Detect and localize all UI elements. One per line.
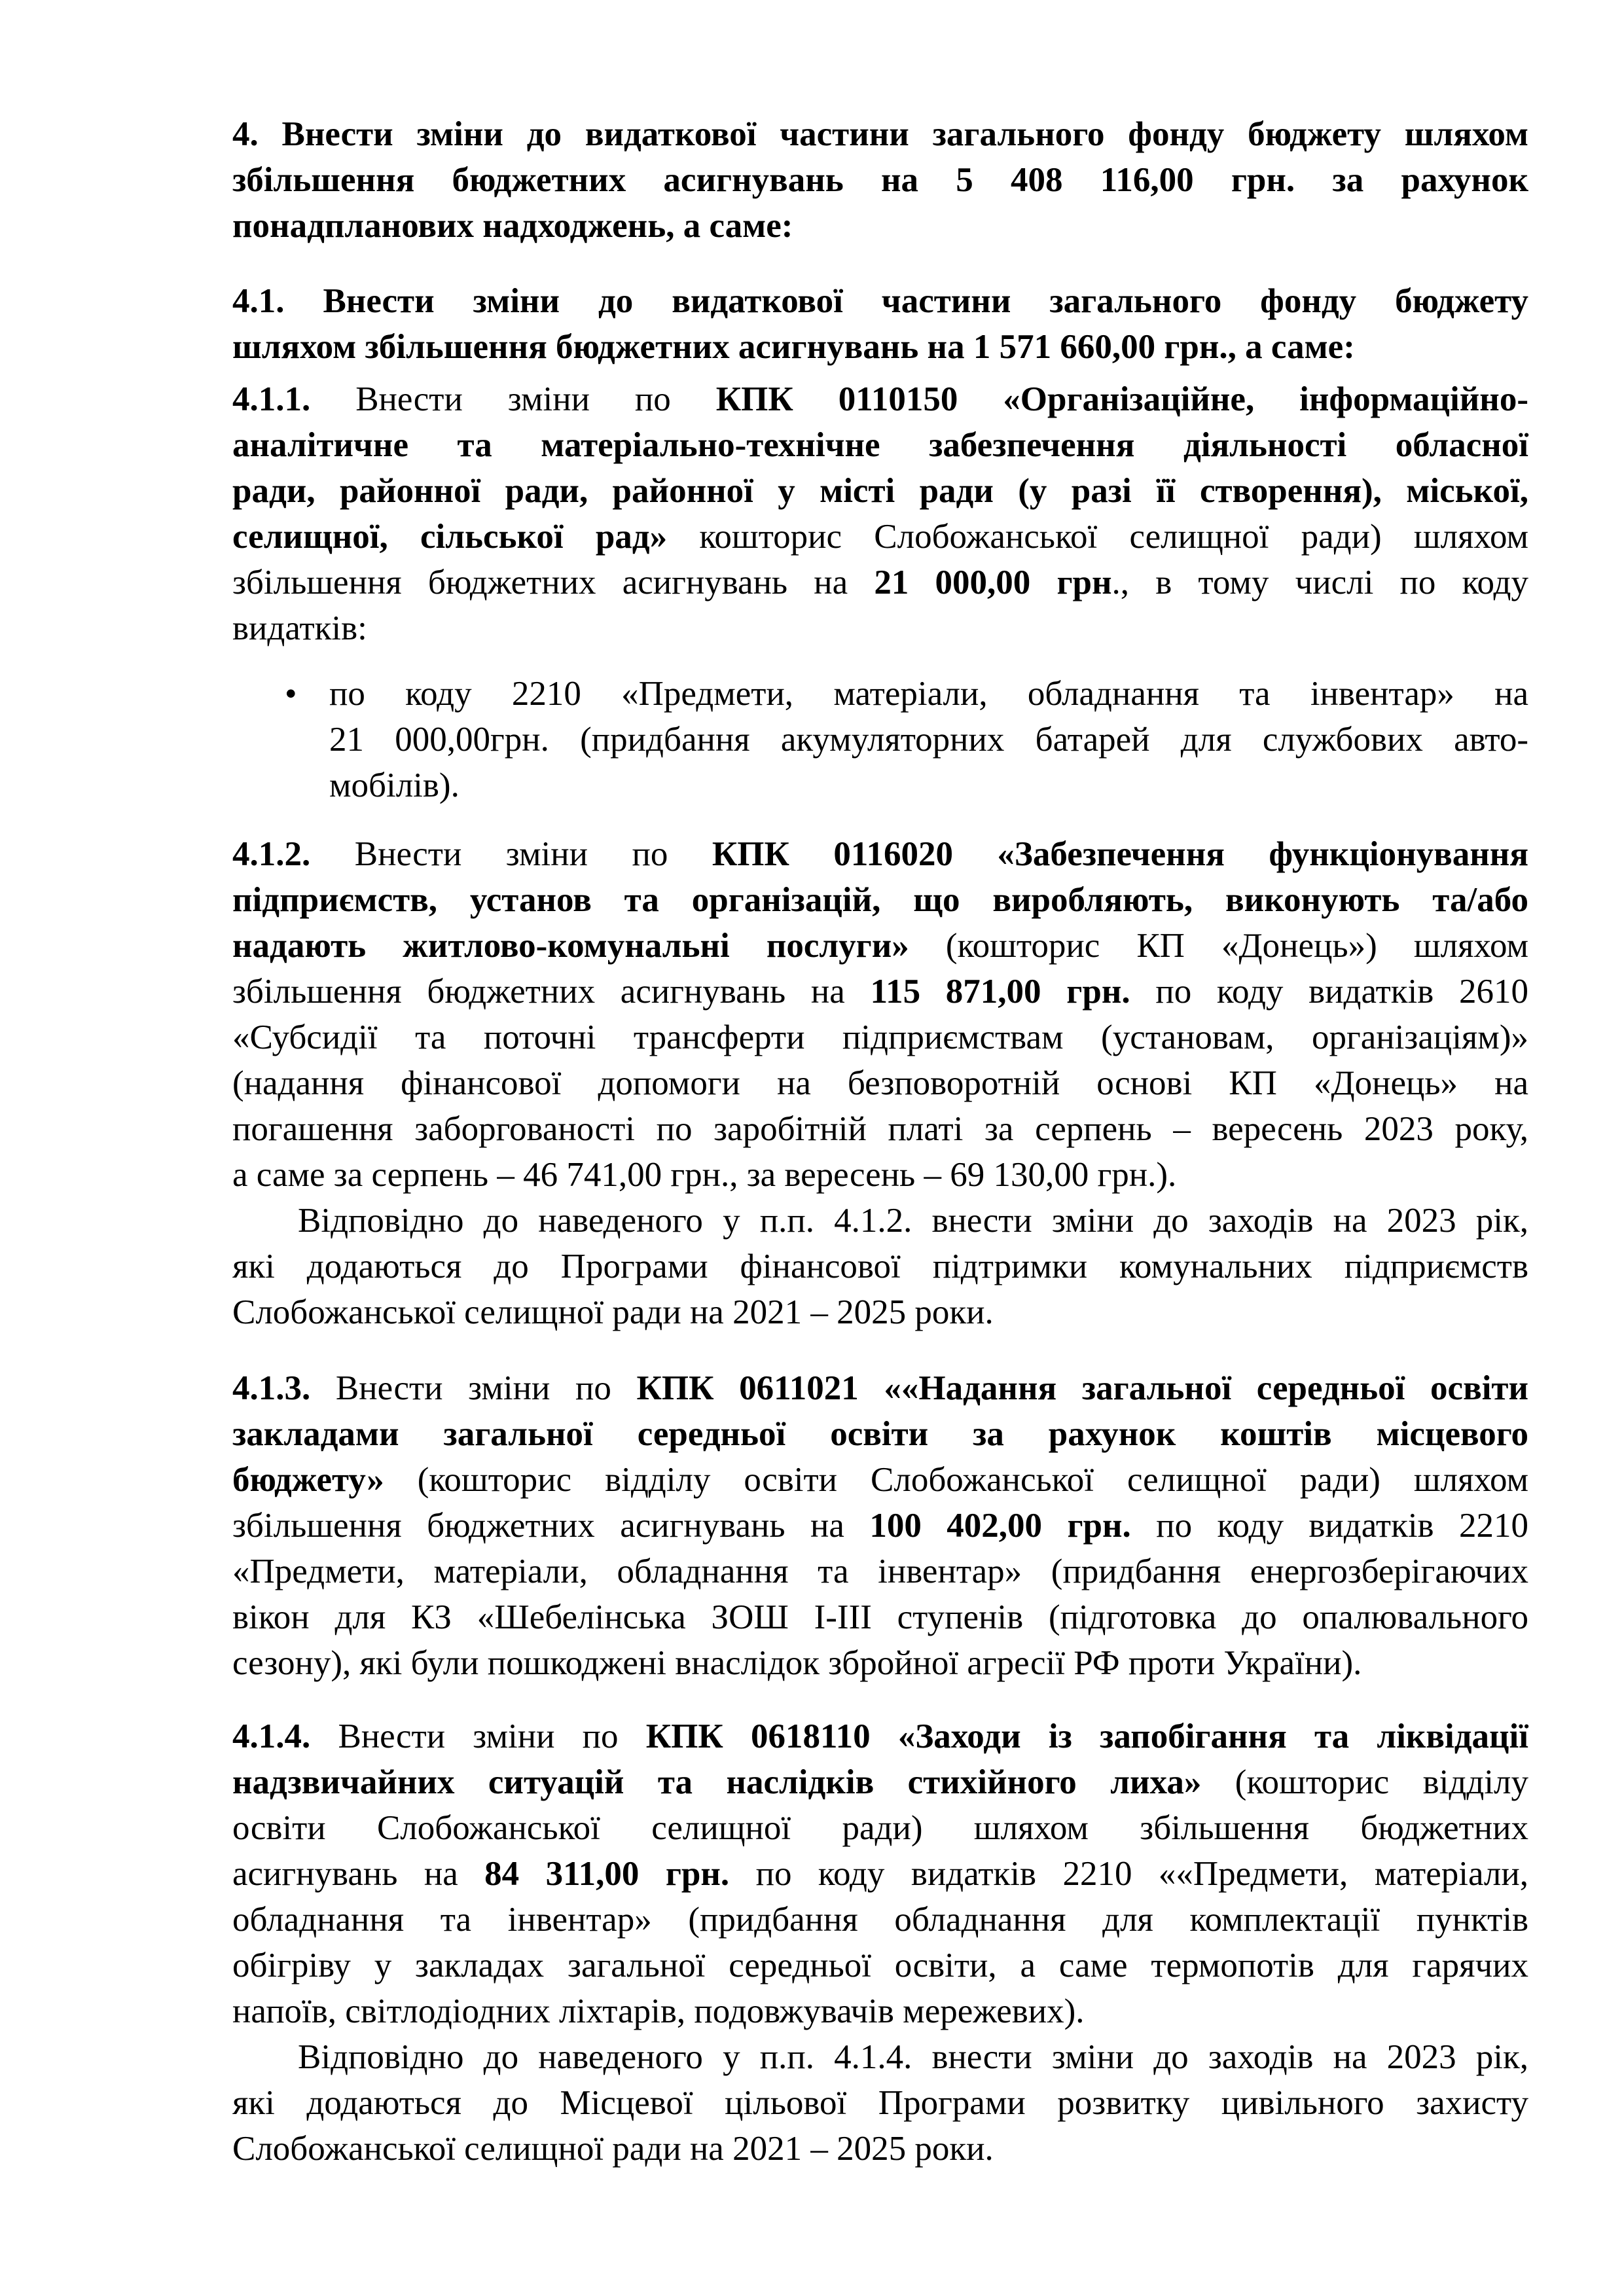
text-run: асигнувань на xyxy=(232,1855,485,1893)
text-run-bold: 21 000,00 грн xyxy=(874,564,1112,601)
text-run: (кошторис відділу освіти Слобожанської селищної ради) шляхом xyxy=(384,1461,1528,1499)
text-run-bold: збільшення бюджетних асигнувань на 5 408 116,00 грн. за рахунок xyxy=(232,161,1528,199)
text-run: Внести зміни по xyxy=(310,1717,646,1755)
text-line xyxy=(232,278,1528,324)
text-run: які додаються до Місцевої цільової Програми розвитку цивільного захисту xyxy=(232,2084,1528,2122)
text-line xyxy=(232,605,1528,651)
text-run-bold: селищної, сільської рад» xyxy=(232,518,668,556)
text-run-bold: ради, районної ради, районної у місті ради (у разі її створення), міської, xyxy=(232,472,1528,510)
text-line xyxy=(232,1457,1528,1503)
text-run-bold: понадпланових надходжень, а саме: xyxy=(232,207,793,245)
paragraph-sec-4-1-2 xyxy=(232,831,1528,1198)
text-run-bold: КПК 0611021 ««Надання загальної середньої освіти xyxy=(636,1369,1528,1407)
text-line xyxy=(232,1106,1528,1152)
text-run-bold: аналітичне та матеріально-технічне забезпечення діяльності обласної xyxy=(232,426,1528,464)
text-line xyxy=(232,2080,1528,2126)
text-line xyxy=(232,1897,1528,1943)
text-run-bold: 100 402,00 грн. xyxy=(869,1507,1131,1545)
text-run: ., в тому числі по коду xyxy=(1111,564,1528,601)
text-run: Внести зміни по xyxy=(310,1369,637,1407)
text-run: збільшення бюджетних асигнувань на xyxy=(232,564,875,601)
text-line xyxy=(232,969,1528,1014)
text-line xyxy=(232,877,1528,923)
text-run-bold: 4.1.2. xyxy=(232,835,311,873)
text-run: сезону), які були пошкоджені внаслідок збройної агресії РФ проти України). xyxy=(232,1644,1362,1682)
text-run-bold: КПК 0116020 «Забезпечення функціонування xyxy=(712,835,1528,873)
text-line xyxy=(232,203,1528,249)
text-line xyxy=(232,1365,1528,1411)
text-run: які додаються до Програми фінансової підтримки комунальних підприємств xyxy=(232,1247,1528,1285)
text-run: а саме за серпень – 46 741,00 грн., за вересень – 69 130,00 грн.). xyxy=(232,1156,1177,1194)
text-run-bold: КПК 0618110 «Заходи із запобігання та ліквідації xyxy=(645,1717,1528,1755)
text-run-bold: бюджету» xyxy=(232,1461,384,1499)
text-run: «Субсидії та поточні трансферти підприємствам (установам, організаціям)» xyxy=(232,1018,1528,1056)
text-line xyxy=(285,671,1528,717)
text-run-bold: КПК 0110150 «Організаційне, інформаційно- xyxy=(715,380,1528,418)
paragraph-sec-4-1-4 xyxy=(232,1713,1528,2034)
text-run: (кошторис КП «Донець») шляхом xyxy=(909,927,1528,965)
text-run: «Предмети, матеріали, обладнання та інвентар» (придбання енергозберігаючих xyxy=(232,1552,1528,1590)
text-line xyxy=(232,1759,1528,1805)
text-line xyxy=(232,560,1528,605)
document-body xyxy=(232,111,1528,2172)
text-run: Відповідно до наведеного у п.п. 4.1.4. внести зміни до заходів на 2023 рік, xyxy=(298,2038,1528,2076)
text-run: по коду видатків 2210 xyxy=(1130,1507,1529,1545)
text-line xyxy=(232,422,1528,468)
bullet-marker-icon: • xyxy=(285,675,297,713)
text-line xyxy=(232,1152,1528,1198)
text-run: по коду видатків 2210 ««Предмети, матеріали, xyxy=(729,1855,1528,1893)
text-run-bold: шляхом збільшення бюджетних асигнувань на 1 571 660,00 грн., а саме: xyxy=(232,328,1355,366)
text-line xyxy=(232,1640,1528,1686)
text-line xyxy=(232,468,1528,514)
text-run: кошторис Слобожанської селищної ради) шляхом xyxy=(667,518,1528,556)
text-run: по коду 2210 «Предмети, матеріали, обладнання та інвентар» на xyxy=(329,675,1528,713)
text-line xyxy=(232,1198,1528,1244)
text-run: вікон для КЗ «Шебелінська ЗОШ І-ІІІ ступенів (підготовка до опалювального xyxy=(232,1598,1528,1636)
text-run-bold: 4.1.3. xyxy=(232,1369,311,1407)
text-line xyxy=(232,1411,1528,1457)
text-run: Слобожанської селищної ради на 2021 – 2025 роки. xyxy=(232,2130,994,2168)
text-run: обігріву у закладах загальної середньої освіти, а саме термопотів для гарячих xyxy=(232,1946,1528,1984)
text-run: мобілів). xyxy=(329,766,460,804)
text-run-bold: 4.1.1. xyxy=(232,380,311,418)
text-line xyxy=(232,1503,1528,1549)
paragraph-note-4-1-4 xyxy=(232,2034,1528,2172)
text-run: освіти Слобожанської селищної ради) шляхом збільшення бюджетних xyxy=(232,1809,1528,1847)
text-run: Внести зміни по xyxy=(310,835,712,873)
text-line xyxy=(232,831,1528,877)
text-line xyxy=(232,1851,1528,1897)
text-run: (надання фінансової допомоги на безповоротній основі КП «Донець» на xyxy=(232,1064,1528,1102)
text-run: Відповідно до наведеного у п.п. 4.1.2. внести зміни до заходів на 2023 рік, xyxy=(298,1202,1528,1240)
text-line xyxy=(232,1988,1528,2034)
text-run: Внести зміни по xyxy=(310,380,716,418)
text-run: обладнання та інвентар» (придбання обладнання для комплектації пунктів xyxy=(232,1901,1528,1939)
text-line xyxy=(232,1014,1528,1060)
text-run: по коду видатків 2610 xyxy=(1130,973,1529,1011)
paragraph-sec-4-1-3 xyxy=(232,1365,1528,1686)
text-run-bold: надзвичайних ситуацій та наслідків стихійного лиха» xyxy=(232,1763,1202,1801)
text-run: видатків: xyxy=(232,609,367,647)
text-line xyxy=(329,762,1528,808)
text-run-bold: надають житлово-комунальні послуги» xyxy=(232,927,909,965)
text-line xyxy=(329,717,1528,762)
text-run-bold: закладами загальної середньої освіти за рахунок коштів місцевого xyxy=(232,1415,1528,1453)
text-run-bold: 4.1.4. xyxy=(232,1717,311,1755)
text-run-bold: 4.1. Внести зміни до видаткової частини загального фонду бюджету xyxy=(232,282,1528,320)
text-line xyxy=(232,1549,1528,1594)
text-line xyxy=(232,324,1528,370)
text-run: збільшення бюджетних асигнувань на xyxy=(232,973,871,1011)
text-line xyxy=(232,1289,1528,1335)
paragraph-sec-4-1 xyxy=(232,278,1528,370)
text-run-bold: 4. Внести зміни до видаткової частини загального фонду бюджету шляхом xyxy=(232,115,1528,153)
text-line xyxy=(232,1713,1528,1759)
bullet-item xyxy=(232,671,1528,808)
text-line xyxy=(232,923,1528,969)
text-line xyxy=(232,111,1528,157)
paragraph-sec-4-1-1 xyxy=(232,376,1528,651)
text-run-bold: 115 871,00 грн. xyxy=(870,973,1130,1011)
text-run: (кошторис відділу xyxy=(1201,1763,1528,1801)
text-line xyxy=(232,1805,1528,1851)
text-line xyxy=(232,157,1528,203)
text-run: погашення заборгованості по заробітній платі за серпень – вересень 2023 року, xyxy=(232,1110,1528,1148)
text-run: Слобожанської селищної ради на 2021 – 2025 роки. xyxy=(232,1293,994,1331)
text-run-bold: підприємств, установ та організацій, що виробляють, виконують та/або xyxy=(232,881,1528,919)
paragraph-note-4-1-2 xyxy=(232,1198,1528,1335)
text-line xyxy=(232,1594,1528,1640)
text-run: збільшення бюджетних асигнувань на xyxy=(232,1507,870,1545)
text-run-bold: 84 311,00 грн. xyxy=(484,1855,730,1893)
text-line xyxy=(232,1244,1528,1289)
text-line xyxy=(232,2126,1528,2172)
text-line xyxy=(232,376,1528,422)
text-run: напоїв, світлодіодних ліхтарів, подовжувачів мережевих). xyxy=(232,1992,1085,2030)
paragraph-sec-4 xyxy=(232,111,1528,249)
text-line xyxy=(232,1060,1528,1106)
text-line xyxy=(232,514,1528,560)
text-run: 21 000,00грн. (придбання акумуляторних батарей для службових авто- xyxy=(329,721,1528,759)
text-line xyxy=(232,1943,1528,1988)
text-line xyxy=(232,2034,1528,2080)
